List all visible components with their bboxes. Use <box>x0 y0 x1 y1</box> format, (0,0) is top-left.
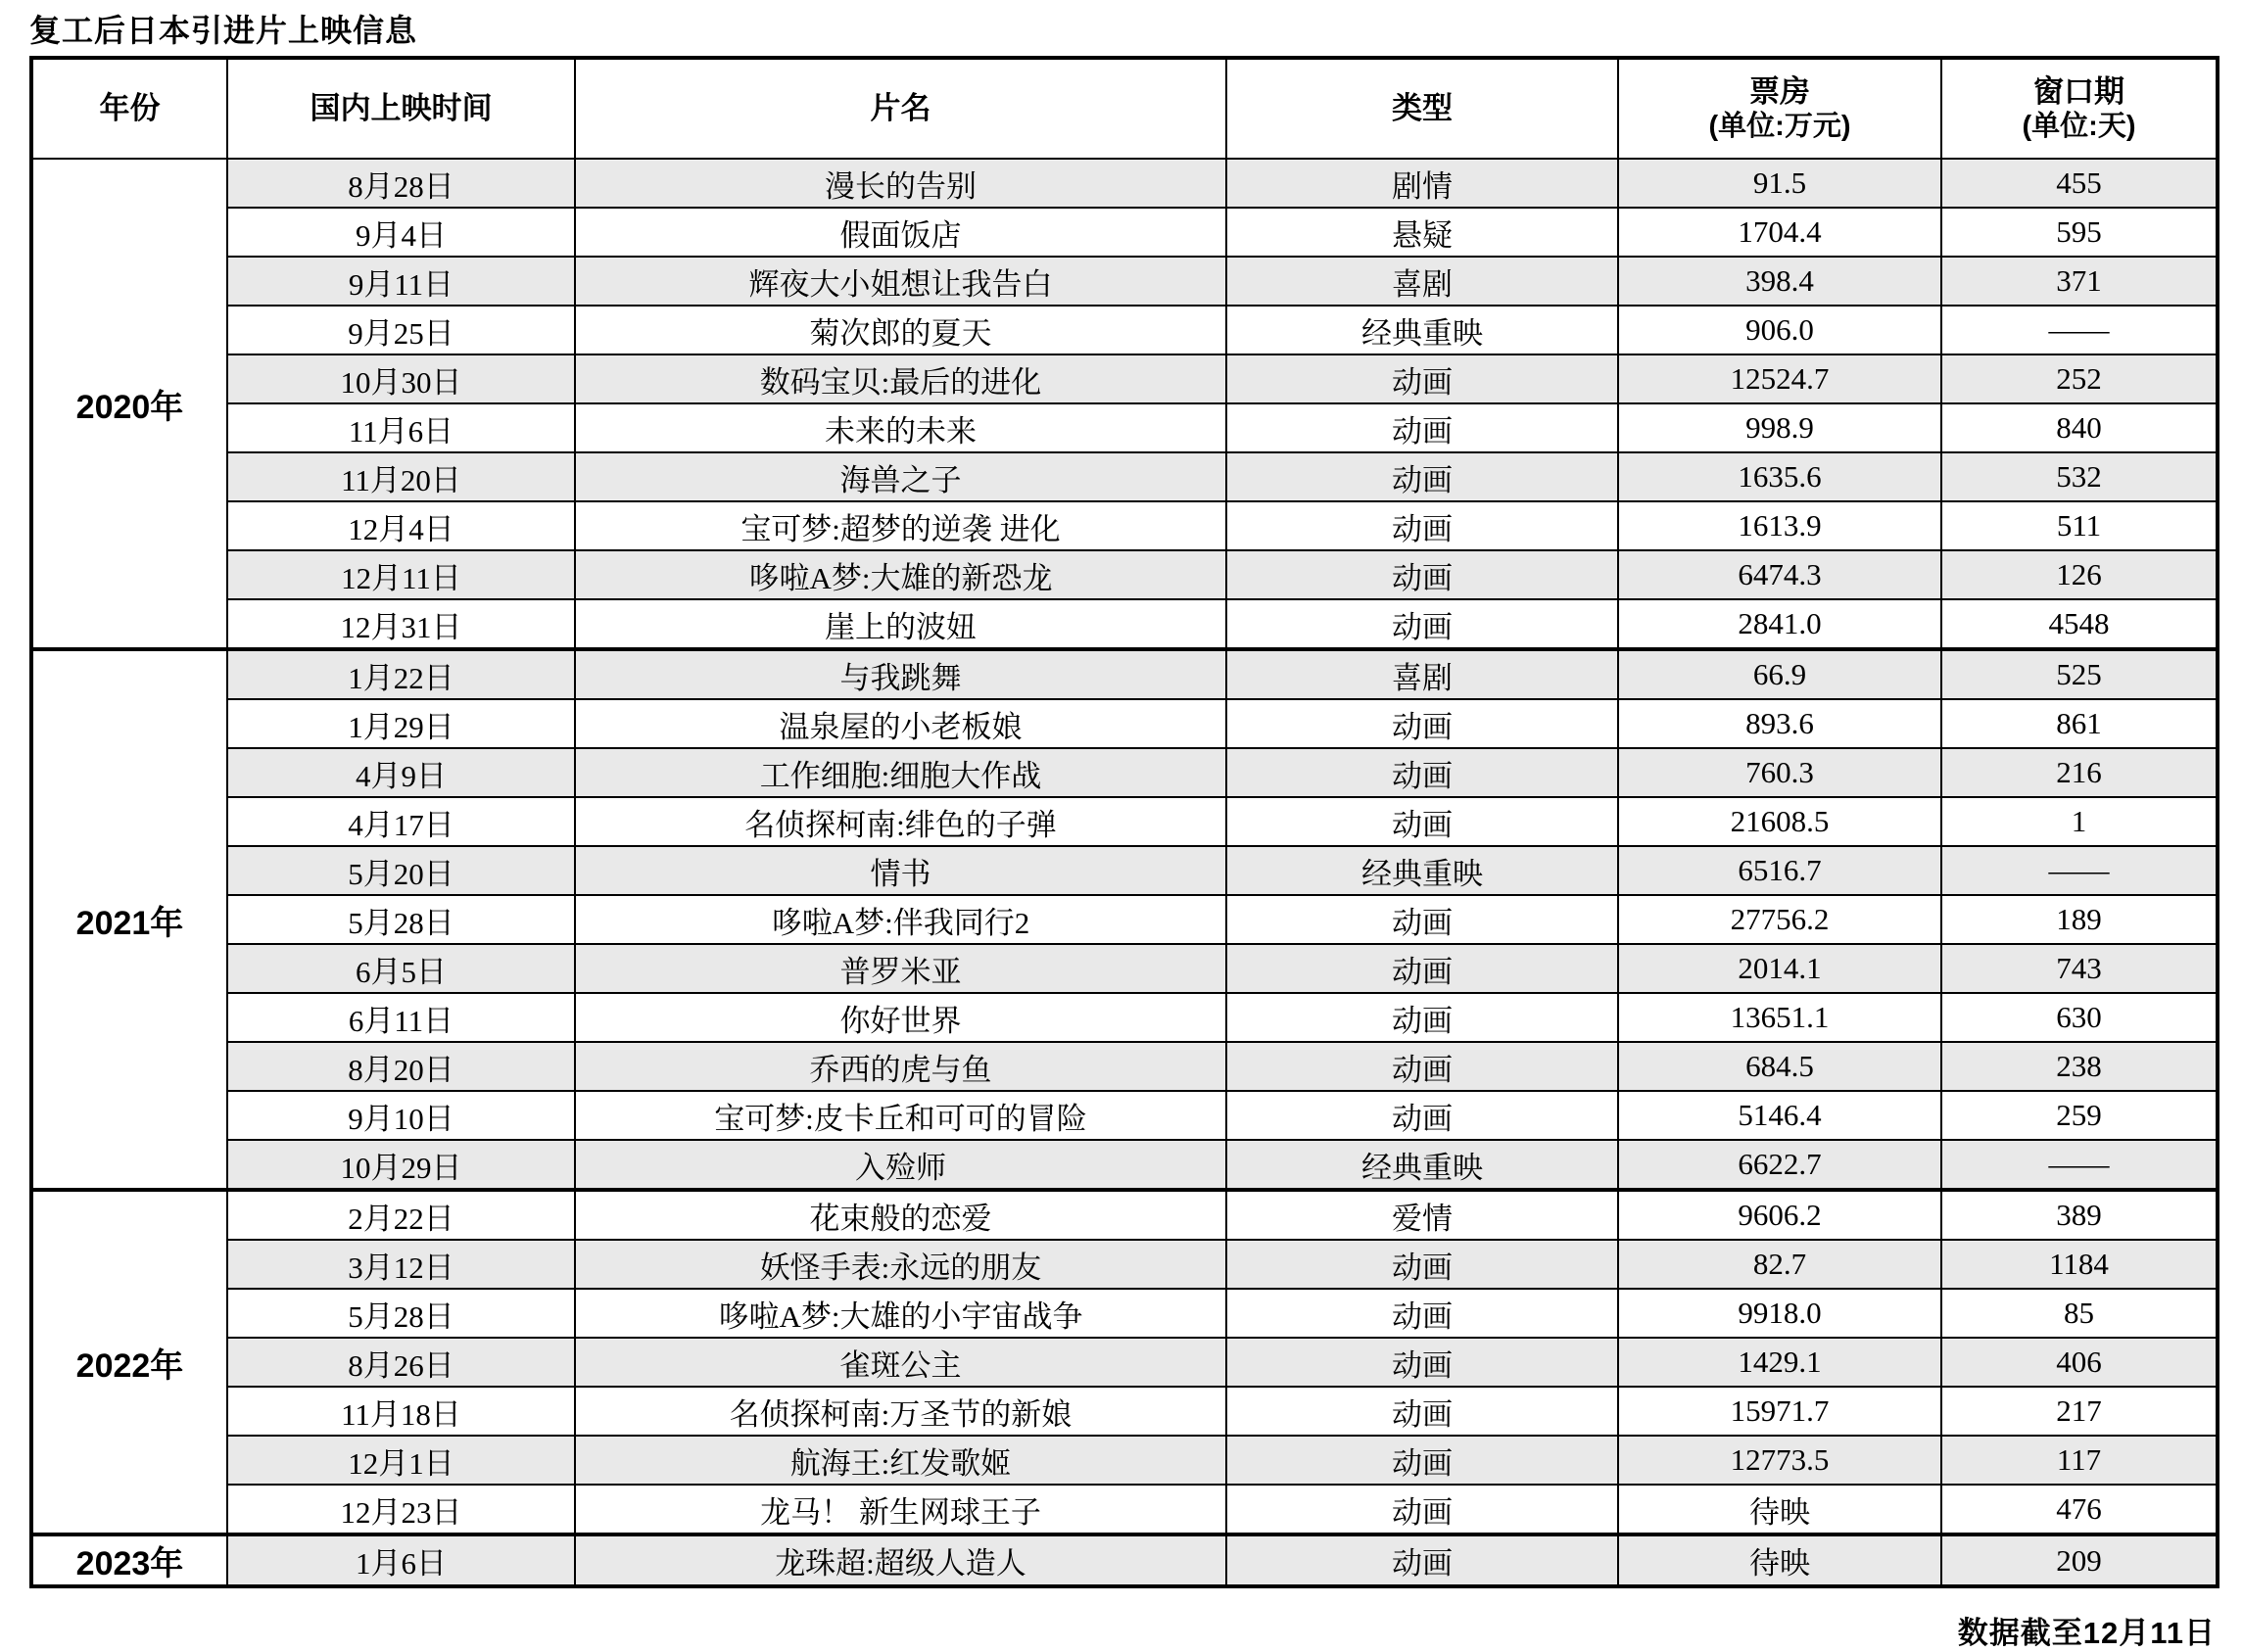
genre-cell: 经典重映 <box>1226 1140 1618 1190</box>
genre-cell: 动画 <box>1226 501 1618 550</box>
date-cell: 9月10日 <box>227 1091 575 1140</box>
genre-cell: 经典重映 <box>1226 846 1618 895</box>
footer-note: 数据截至12月11日 <box>1957 1616 2216 1650</box>
window-days-cell: 840 <box>1941 403 2218 452</box>
film-title-cell: 你好世界 <box>575 993 1226 1042</box>
genre-cell: 动画 <box>1226 1338 1618 1387</box>
table-row <box>31 1338 2218 1387</box>
table-row <box>31 748 2218 797</box>
genre-cell: 动画 <box>1226 1240 1618 1289</box>
box-office-cell: 9606.2 <box>1618 1190 1941 1240</box>
box-office-cell: 906.0 <box>1618 306 1941 354</box>
genre-cell: 动画 <box>1226 944 1618 993</box>
genre-cell: 动画 <box>1226 993 1618 1042</box>
genre-cell: 动画 <box>1226 1387 1618 1436</box>
genre-cell: 动画 <box>1226 1289 1618 1338</box>
date-cell: 3月12日 <box>227 1240 575 1289</box>
window-days-cell: 1184 <box>1941 1240 2218 1289</box>
film-title-cell: 海兽之子 <box>575 452 1226 501</box>
window-days-cell: 259 <box>1941 1091 2218 1140</box>
genre-cell: 动画 <box>1226 354 1618 403</box>
box-office-cell: 9918.0 <box>1618 1289 1941 1338</box>
date-cell: 1月29日 <box>227 699 575 748</box>
window-days-cell: —— <box>1941 846 2218 895</box>
year-cell: 2021年 <box>31 649 227 1190</box>
film-title-cell: 数码宝贝:最后的进化 <box>575 354 1226 403</box>
window-days-cell: 209 <box>1941 1534 2218 1586</box>
table-row <box>31 699 2218 748</box>
date-cell: 9月4日 <box>227 208 575 257</box>
film-title-cell: 假面饭店 <box>575 208 1226 257</box>
window-days-cell: 238 <box>1941 1042 2218 1091</box>
box-office-cell: 12773.5 <box>1618 1436 1941 1485</box>
window-days-cell: 476 <box>1941 1485 2218 1534</box>
date-cell: 6月11日 <box>227 993 575 1042</box>
box-office-cell: 待映 <box>1618 1534 1941 1586</box>
box-office-cell: 27756.2 <box>1618 895 1941 944</box>
box-office-cell: 1613.9 <box>1618 501 1941 550</box>
window-days-cell: 371 <box>1941 257 2218 306</box>
table-row <box>31 944 2218 993</box>
date-cell: 9月11日 <box>227 257 575 306</box>
date-cell: 1月6日 <box>227 1534 575 1586</box>
window-days-cell: —— <box>1941 306 2218 354</box>
window-days-cell: 743 <box>1941 944 2218 993</box>
window-days-cell: 216 <box>1941 748 2218 797</box>
box-office-cell: 待映 <box>1618 1485 1941 1534</box>
window-days-cell: 189 <box>1941 895 2218 944</box>
genre-cell: 动画 <box>1226 1436 1618 1485</box>
window-days-cell: 126 <box>1941 550 2218 599</box>
box-office-cell: 6474.3 <box>1618 550 1941 599</box>
date-cell: 4月17日 <box>227 797 575 846</box>
film-title-cell: 普罗米亚 <box>575 944 1226 993</box>
table-row <box>31 1387 2218 1436</box>
genre-cell: 动画 <box>1226 748 1618 797</box>
box-office-cell: 684.5 <box>1618 1042 1941 1091</box>
film-title-cell: 辉夜大小姐想让我告白 <box>575 257 1226 306</box>
table-row <box>31 452 2218 501</box>
film-title-cell: 哆啦A梦:大雄的小宇宙战争 <box>575 1289 1226 1338</box>
box-office-cell: 15971.7 <box>1618 1387 1941 1436</box>
film-title-cell: 未来的未来 <box>575 403 1226 452</box>
window-days-cell: 406 <box>1941 1338 2218 1387</box>
table-row <box>31 501 2218 550</box>
year-cell: 2022年 <box>31 1190 227 1534</box>
film-title-cell: 情书 <box>575 846 1226 895</box>
date-cell: 12月31日 <box>227 599 575 649</box>
table-row <box>31 1042 2218 1091</box>
date-cell: 11月6日 <box>227 403 575 452</box>
film-title-cell: 花束般的恋爱 <box>575 1190 1226 1240</box>
table-row <box>31 1436 2218 1485</box>
film-title-cell: 崖上的波妞 <box>575 599 1226 649</box>
film-title-cell: 航海王:红发歌姬 <box>575 1436 1226 1485</box>
genre-cell: 动画 <box>1226 1091 1618 1140</box>
release-table <box>29 56 2219 1588</box>
year-cell: 2020年 <box>31 159 227 649</box>
table-row <box>31 846 2218 895</box>
date-cell: 12月1日 <box>227 1436 575 1485</box>
date-cell: 12月4日 <box>227 501 575 550</box>
window-days-cell: 4548 <box>1941 599 2218 649</box>
col-header-boxoffice-unit: (单位:万元) <box>1708 111 1851 143</box>
table-row <box>31 599 2218 649</box>
box-office-cell: 998.9 <box>1618 403 1941 452</box>
film-title-cell: 妖怪手表:永远的朋友 <box>575 1240 1226 1289</box>
col-header-genre <box>1226 58 1618 159</box>
genre-cell: 动画 <box>1226 699 1618 748</box>
film-title-cell: 宝可梦:皮卡丘和可可的冒险 <box>575 1091 1226 1140</box>
window-days-cell: 595 <box>1941 208 2218 257</box>
col-header-window <box>1941 58 2218 159</box>
col-header-boxoffice <box>1618 58 1941 159</box>
table-row <box>31 1140 2218 1190</box>
col-header-window-label: 窗口期 <box>2033 74 2124 109</box>
table-row <box>31 257 2218 306</box>
box-office-cell: 2014.1 <box>1618 944 1941 993</box>
genre-cell: 喜剧 <box>1226 257 1618 306</box>
box-office-cell: 6622.7 <box>1618 1140 1941 1190</box>
window-days-cell: 532 <box>1941 452 2218 501</box>
window-days-cell: 525 <box>1941 649 2218 699</box>
date-cell: 2月22日 <box>227 1190 575 1240</box>
col-header-film <box>575 58 1226 159</box>
genre-cell: 动画 <box>1226 452 1618 501</box>
table-row <box>31 797 2218 846</box>
box-office-cell: 91.5 <box>1618 159 1941 208</box>
genre-cell: 悬疑 <box>1226 208 1618 257</box>
film-title-cell: 龙珠超:超级人造人 <box>575 1534 1226 1586</box>
table-row <box>31 208 2218 257</box>
box-office-cell: 21608.5 <box>1618 797 1941 846</box>
genre-cell: 动画 <box>1226 895 1618 944</box>
box-office-cell: 6516.7 <box>1618 846 1941 895</box>
header-row <box>31 58 2218 159</box>
genre-cell: 经典重映 <box>1226 306 1618 354</box>
box-office-cell: 12524.7 <box>1618 354 1941 403</box>
film-title-cell: 哆啦A梦:大雄的新恐龙 <box>575 550 1226 599</box>
film-title-cell: 菊次郎的夏天 <box>575 306 1226 354</box>
col-header-year <box>31 58 227 159</box>
box-office-cell: 2841.0 <box>1618 599 1941 649</box>
table-row <box>31 1289 2218 1338</box>
date-cell: 11月20日 <box>227 452 575 501</box>
table-body <box>31 159 2218 1586</box>
date-cell: 10月29日 <box>227 1140 575 1190</box>
box-office-cell: 1635.6 <box>1618 452 1941 501</box>
window-days-cell: 252 <box>1941 354 2218 403</box>
window-days-cell: 1 <box>1941 797 2218 846</box>
date-cell: 10月30日 <box>227 354 575 403</box>
table-row <box>31 159 2218 208</box>
genre-cell: 剧情 <box>1226 159 1618 208</box>
film-title-cell: 入殓师 <box>575 1140 1226 1190</box>
date-cell: 9月25日 <box>227 306 575 354</box>
genre-cell: 动画 <box>1226 1042 1618 1091</box>
table-row <box>31 306 2218 354</box>
window-days-cell: 861 <box>1941 699 2218 748</box>
window-days-cell: 630 <box>1941 993 2218 1042</box>
date-cell: 5月28日 <box>227 895 575 944</box>
year-cell: 2023年 <box>31 1534 227 1586</box>
col-header-date-label: 国内上映时间 <box>310 91 493 126</box>
date-cell: 5月28日 <box>227 1289 575 1338</box>
window-days-cell: 455 <box>1941 159 2218 208</box>
date-cell: 6月5日 <box>227 944 575 993</box>
table-row <box>31 1190 2218 1240</box>
date-cell: 5月20日 <box>227 846 575 895</box>
date-cell: 11月18日 <box>227 1387 575 1436</box>
col-header-genre-label: 类型 <box>1392 91 1453 126</box>
window-days-cell: 511 <box>1941 501 2218 550</box>
date-cell: 8月28日 <box>227 159 575 208</box>
genre-cell: 爱情 <box>1226 1190 1618 1240</box>
table-row <box>31 649 2218 699</box>
window-days-cell: 85 <box>1941 1289 2218 1338</box>
col-header-date <box>227 58 575 159</box>
film-title-cell: 乔西的虎与鱼 <box>575 1042 1226 1091</box>
date-cell: 12月23日 <box>227 1485 575 1534</box>
window-days-cell: 117 <box>1941 1436 2218 1485</box>
film-title-cell: 温泉屋的小老板娘 <box>575 699 1226 748</box>
date-cell: 12月11日 <box>227 550 575 599</box>
table-row <box>31 354 2218 403</box>
table-row <box>31 1485 2218 1534</box>
box-office-cell: 66.9 <box>1618 649 1941 699</box>
box-office-cell: 398.4 <box>1618 257 1941 306</box>
col-header-film-label: 片名 <box>870 91 931 126</box>
film-title-cell: 龙马！ 新生网球王子 <box>575 1485 1226 1534</box>
box-office-cell: 1704.4 <box>1618 208 1941 257</box>
table-row <box>31 1091 2218 1140</box>
date-cell: 1月22日 <box>227 649 575 699</box>
col-header-year-label: 年份 <box>99 91 161 126</box>
table-row <box>31 993 2218 1042</box>
window-days-cell: 217 <box>1941 1387 2218 1436</box>
film-title-cell: 名侦探柯南:绯色的子弹 <box>575 797 1226 846</box>
table-row <box>31 1240 2218 1289</box>
genre-cell: 动画 <box>1226 1534 1618 1586</box>
genre-cell: 动画 <box>1226 797 1618 846</box>
box-office-cell: 1429.1 <box>1618 1338 1941 1387</box>
date-cell: 4月9日 <box>227 748 575 797</box>
film-title-cell: 与我跳舞 <box>575 649 1226 699</box>
table-row <box>31 1534 2218 1586</box>
table-row <box>31 403 2218 452</box>
genre-cell: 动画 <box>1226 403 1618 452</box>
box-office-cell: 82.7 <box>1618 1240 1941 1289</box>
genre-cell: 动画 <box>1226 599 1618 649</box>
table-header <box>31 58 2218 159</box>
genre-cell: 动画 <box>1226 1485 1618 1534</box>
window-days-cell: —— <box>1941 1140 2218 1190</box>
date-cell: 8月20日 <box>227 1042 575 1091</box>
table-row <box>31 895 2218 944</box>
genre-cell: 喜剧 <box>1226 649 1618 699</box>
film-title-cell: 工作细胞:细胞大作战 <box>575 748 1226 797</box>
film-title-cell: 名侦探柯南:万圣节的新娘 <box>575 1387 1226 1436</box>
film-title-cell: 雀斑公主 <box>575 1338 1226 1387</box>
window-days-cell: 389 <box>1941 1190 2218 1240</box>
box-office-cell: 760.3 <box>1618 748 1941 797</box>
box-office-cell: 893.6 <box>1618 699 1941 748</box>
film-title-cell: 宝可梦:超梦的逆袭 进化 <box>575 501 1226 550</box>
film-title-cell: 哆啦A梦:伴我同行2 <box>575 895 1226 944</box>
box-office-cell: 5146.4 <box>1618 1091 1941 1140</box>
genre-cell: 动画 <box>1226 550 1618 599</box>
date-cell: 8月26日 <box>227 1338 575 1387</box>
table-row <box>31 550 2218 599</box>
col-header-window-unit: (单位:天) <box>2022 111 2136 143</box>
page-title: 复工后日本引进片上映信息 <box>29 13 418 48</box>
film-title-cell: 漫长的告别 <box>575 159 1226 208</box>
col-header-boxoffice-label: 票房 <box>1749 74 1810 109</box>
box-office-cell: 13651.1 <box>1618 993 1941 1042</box>
